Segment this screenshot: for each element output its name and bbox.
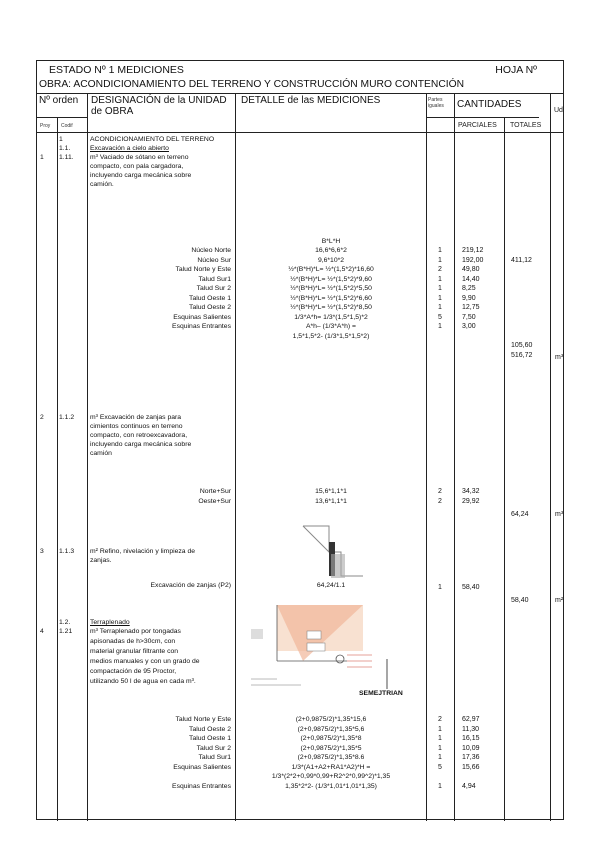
col-totals: TOTALES [510,122,542,129]
column-line [550,93,551,821]
row-partial: 7,50 [462,313,476,321]
row-formula: 1,35*2*2- (1/3*1,01*1,01*1,35) [285,782,377,790]
row-label: Talud Oeste 1 [189,294,231,302]
row-label: Oeste+Sur [198,497,231,505]
item-description-line: m³ Vaciado de sótano en terreno [90,154,189,161]
subsection-title: Excavación a cielo abierto [90,145,169,152]
row-parts: 1 [438,744,442,752]
row-partial: 49,80 [462,266,480,273]
unit: m² [555,597,564,604]
work-title: OBRA: ACONDICIONAMIENTO DEL TERRENO Y CONSTRUCCIÓN MURO CONTENCIÓN [39,79,465,90]
item-description-line: incluyendo carga mecánica sobre [90,441,192,448]
row-parts: 1 [438,275,442,283]
row-label: Talud Sur1 [198,754,231,761]
column-line [57,117,58,821]
row-label: Talud Norte y Este [175,716,231,723]
code-1-1: 1.1. [59,145,71,152]
row-partial: 11,30 [462,725,479,733]
item-description-line: m³ Terraplenado por tongadas [90,628,181,635]
row-partial: 34,32 [462,488,480,495]
col-partials: PARCIALES [458,122,497,129]
row-parts: 1 [438,256,442,264]
row-parts: 1 [438,725,442,733]
row-parts: 1 [438,584,442,591]
figure-label: SEMEJTRIAN [359,690,403,697]
item-description-line: zanjas. [90,557,112,564]
row-formula: ½*(B*H)*L= ½*(1,5*2)*6,60 [290,294,372,302]
row-parts: 1 [438,294,442,302]
row-formula: (2+0,9875/2)*1,35*5,6 [297,725,365,733]
row-label: Esquinas Entrantes [172,323,231,330]
measurement-sheet [36,60,564,820]
order-number: 3 [40,548,44,555]
item-description-line: compactación de 95 Proctor, [90,668,177,675]
item-total: 64,24 [511,511,529,518]
row-formula: ½*(B*H)*L= ½*(1,5*2)*5,50 [290,285,372,292]
row-formula: 1/3*(A1+A2+RA1*A2)*H = [291,763,371,771]
divider [37,132,563,133]
row-partial: 12,75 [462,304,480,311]
row-label: Talud Sur 2 [196,744,231,752]
row-partial: 4,94 [462,782,476,790]
row-formula: (2+0,9875/2)*1,35*8.6 [297,754,365,761]
row-label: Esquinas Salientes [173,313,231,321]
formula-header: B*L*H [321,238,341,245]
item-code: 1.1.2 [59,414,75,421]
col-codif: Codif [61,123,73,129]
col-order: Nº orden [39,95,79,106]
row-partial: 16,15 [462,735,480,742]
item-description-line: material granular filtrante con [90,648,179,655]
item-description-line: camión [90,450,112,457]
row-formula: (2+0,9875/2)*1,35*15,6 [295,716,367,723]
order-number: 4 [40,628,44,635]
divider [426,117,539,118]
row-parts: 1 [438,304,442,311]
row-partial: 58,40 [462,584,480,591]
row-label: Talud Sur 2 [196,285,231,292]
col-quantities: CANTIDADES [457,99,522,110]
row-formula: 1/3*A*h= 1/3*(1,5*1,5)*2 [294,313,368,321]
row-label: Talud Norte y Este [175,266,231,273]
row-parts: 2 [438,716,442,723]
row-formula: 9,6*10*2 [317,256,345,264]
row-formula: ½*(B*H)*L= ½*(1,5*2)*16,60 [288,266,374,273]
row-parts: 1 [438,247,442,254]
row-partial: 8,25 [462,285,476,292]
code-1: 1 [59,136,63,143]
divider [37,117,87,118]
row-parts: 1 [438,285,442,292]
item-description-line: camión. [90,181,114,188]
item-description-line: m³ Excavación de zanjas para [90,414,182,421]
sheet-header [37,61,563,79]
order-number: 2 [40,414,44,421]
row-label: Talud Oeste 2 [189,304,231,311]
column-line [504,117,505,821]
row-parts: 2 [438,266,442,273]
row-parts: 1 [438,782,442,790]
column-line [426,93,427,821]
row-partial: 17,36 [462,754,480,761]
col-unit: Ud [554,107,563,114]
item-description-line: cimientos continuos en terreno [90,423,183,430]
row-label: Núcleo Norte [191,247,231,254]
col-detail: DETALLE de las MEDICIONES [241,95,381,106]
item-description-line: compacto, con pala cargadora, [90,163,184,170]
item-description-line: m² Refino, nivelación y limpieza de [90,548,196,555]
row-parts: 1 [438,754,442,761]
row-partial: 219,12 [462,247,484,254]
row-partial: 15,66 [462,763,480,771]
row-label: Excavación de zanjas (P2) [150,582,231,589]
row-formula: A*h– (1/3*A*h) = [305,323,357,330]
embankment-diagram [237,601,423,693]
row-label: Talud Oeste 1 [189,735,231,742]
item-description-line: utilizando 50 l de agua en cada m³. [90,678,196,685]
row-parts: 1 [438,323,442,330]
unit: m³ [555,354,564,361]
code-1-2: 1.2. [59,619,71,626]
item-description-line: incluyendo carga mecánica sobre [90,172,192,179]
row-partial: 29,92 [462,497,480,505]
row-formula: ½*(B*H)*L= ½*(1,5*2)*9,60 [290,275,372,283]
row-formula: 1/3*(2*2+0,99*0,99+R2^2*0,99^2)*1,35 [271,773,391,780]
code-1-1-1: 1.11. [59,154,74,161]
col-designation: DESIGNACIÓN de la UNIDAD de OBRA [91,95,227,117]
subsection-title: Terraplenado [90,619,130,626]
row-label: Norte+Sur [199,488,231,495]
item-description-line: medios manuales y con un grado de [90,658,200,665]
row-total: 411,12 [511,256,532,264]
row-formula: 13,6*1,1*1 [315,497,347,505]
row-formula: 64,24/1.1 [316,582,346,589]
row-label: Talud Oeste 2 [189,725,231,733]
row-formula: 16,6*6,6*2 [315,247,347,254]
column-line [454,93,455,821]
column-line [235,93,236,821]
row-label: Esquinas Entrantes [172,782,231,790]
row-parts: 1 [438,735,442,742]
subtotal: 105,60 [511,342,533,349]
section-title: ACONDICIONAMIENTO DEL TERRENO [90,136,215,143]
item-code: 1.1.3 [59,548,75,555]
row-partial: 10,09 [462,744,480,752]
trench-diagram [299,524,365,582]
col-proy: Proy [40,123,51,129]
row-formula: ½*(B*H)*L= ½*(1,5*2)*8,50 [290,304,372,311]
row-parts: 5 [438,313,442,321]
item-description-line: apisonadas de h>30cm, con [90,638,176,645]
row-parts: 2 [438,488,442,495]
row-label: Esquinas Salientes [173,763,231,771]
row-label: Núcleo Sur [197,256,231,264]
row-parts: 2 [438,497,442,505]
divider [37,93,563,94]
row-formula: (2+0,9875/2)*1,35*8 [300,735,362,742]
grand-total: 516,72 [511,352,533,359]
order-number: 1 [40,154,44,161]
row-partial: 62,97 [462,716,480,723]
row-label: Talud Sur1 [198,275,231,283]
row-formula: 15,6*1,1*1 [315,488,347,495]
item-description-line: compacto, con retroexcavadora, [90,432,188,439]
sheet-title: ESTADO Nº 1 MEDICIONES [49,64,184,76]
sheet-number: HOJA Nº [495,64,537,76]
item-total: 58,40 [511,597,529,604]
row-partial: 3,00 [462,323,476,330]
row-partial: 14,40 [462,275,480,283]
unit: m³ [555,511,564,518]
row-partial: 9,90 [462,294,476,302]
item-code: 1.21 [59,628,73,635]
row-partial: 192,00 [462,256,484,264]
row-parts: 5 [438,763,442,771]
formula-continuation: 1,5*1,5*2- (1/3*1,5*1,5*2) [292,333,370,340]
column-line [87,93,88,821]
row-formula: (2+0,9875/2)*1,35*5 [300,744,362,752]
col-equal-parts: Partes iguales [428,97,444,109]
